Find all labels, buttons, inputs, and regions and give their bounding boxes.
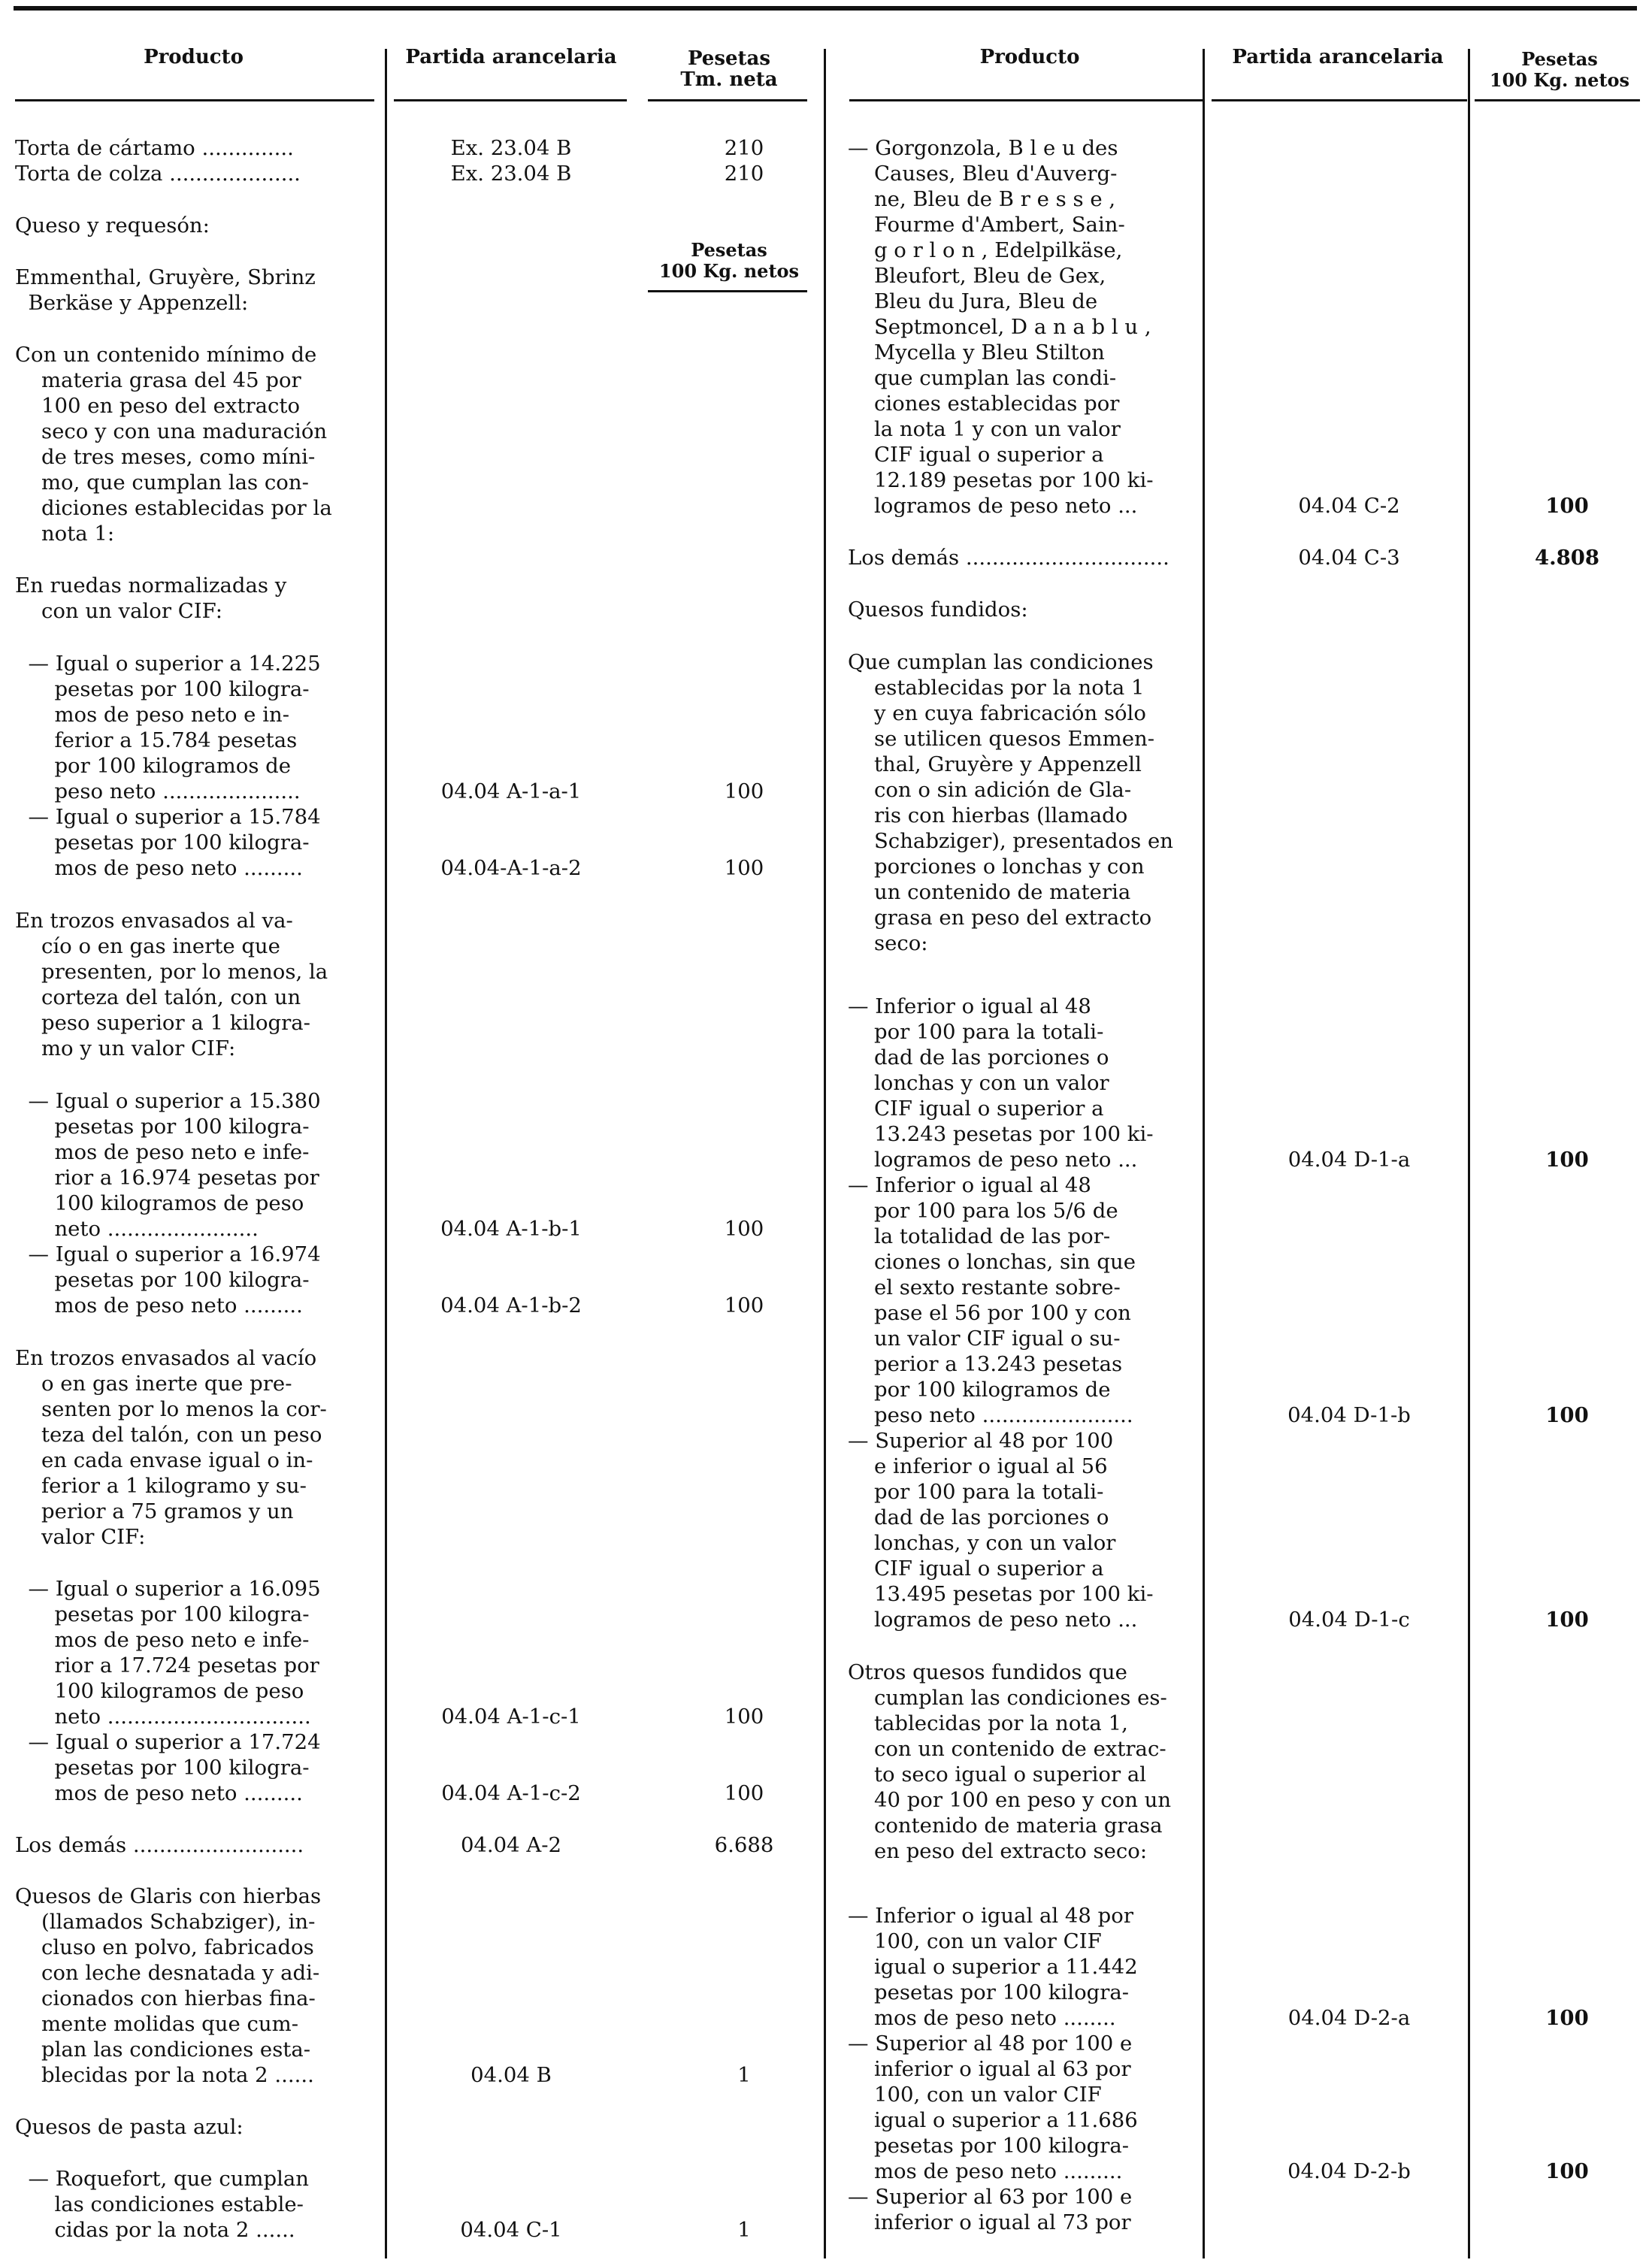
- product-line: 40 por 100 en peso y con un: [848, 1788, 1172, 1812]
- product-line: Con un contenido mínimo de: [15, 343, 317, 367]
- product-line: blecidas por la nota 2 ......: [15, 2063, 314, 2087]
- pesetas-value: 1: [737, 2218, 751, 2242]
- product-line: Fourme d'Ambert, Sain-: [848, 213, 1125, 237]
- product-line: Septmoncel, D a n a b l u ,: [848, 315, 1151, 339]
- header-unit-left: Tm. neta: [680, 68, 778, 91]
- product-line: 12.189 pesetas por 100 ki-: [848, 468, 1154, 492]
- product-line: — Inferior o igual al 48: [848, 1173, 1091, 1197]
- product-line: rior a 16.974 pesetas por: [15, 1166, 319, 1190]
- product-line: Schabziger), presentados en: [848, 829, 1174, 853]
- product-line: 100 en peso del extracto: [15, 394, 301, 418]
- product-line: inferior o igual al 73 por: [848, 2210, 1131, 2234]
- product-line: peso neto .....................: [15, 779, 301, 803]
- product-line: senten por lo menos la cor-: [15, 1397, 327, 1421]
- product-line: plan las condiciones esta-: [15, 2038, 311, 2062]
- partida-cell: 04.04 D-1-a: [1287, 1148, 1411, 1172]
- pesetas-value: 100: [724, 1781, 764, 1805]
- pesetas-value: 100: [724, 1217, 764, 1241]
- product-line: — Igual o superior a 14.225: [15, 652, 321, 676]
- header-rule: [15, 99, 374, 101]
- product-line: ne, Bleu de B r e s s e ,: [848, 187, 1116, 211]
- product-line: CIF igual o superior a: [848, 1097, 1104, 1121]
- product-line: seco:: [848, 931, 928, 955]
- product-line: Emmenthal, Gruyère, Sbrinz: [15, 265, 316, 289]
- product-line: pesetas por 100 kilogra-: [15, 1115, 310, 1139]
- pesetas-value: 100: [724, 1705, 764, 1729]
- product-line: igual o superior a 11.686: [848, 2108, 1138, 2132]
- partida-cell: 04.04 D-2-a: [1287, 2006, 1411, 2030]
- product-line: establecidas por la nota 1: [848, 676, 1145, 700]
- product-line: corteza del talón, con un: [15, 985, 301, 1009]
- product-line: — Gorgonzola, B l e u des: [848, 136, 1118, 160]
- product-line: con leche desnatada y adi-: [15, 1961, 320, 1985]
- product-line: en peso del extracto seco:: [848, 1839, 1148, 1863]
- product-line: 13.495 pesetas por 100 ki-: [848, 1582, 1154, 1606]
- product-line: pesetas por 100 kilogra-: [15, 830, 310, 855]
- product-line: presenten, por lo menos, la: [15, 960, 328, 984]
- product-line: Los demás ..........................: [15, 1833, 304, 1857]
- subheader-unit: 100 Kg. netos: [658, 260, 800, 282]
- product-line: tablecidas por la nota 1,: [848, 1711, 1128, 1735]
- product-line: logramos de peso neto ...: [848, 494, 1138, 518]
- product-line: — Superior al 63 por 100 e: [848, 2185, 1133, 2209]
- product-line: perior a 75 gramos y un: [15, 1499, 294, 1523]
- product-line: CIF igual o superior a: [848, 443, 1104, 467]
- product-line: las condiciones estable-: [15, 2192, 304, 2216]
- product-line: — Superior al 48 por 100 e: [848, 2032, 1133, 2056]
- partida-cell: 04.04 C-2: [1298, 494, 1400, 518]
- product-line: neto .......................: [15, 1217, 259, 1241]
- product-line: la nota 1 y con un valor: [848, 417, 1121, 441]
- column-divider: [1203, 49, 1205, 2258]
- partida-cell: 04.04 D-2-b: [1287, 2159, 1411, 2183]
- partida-cell: 04.04 A-1-b-1: [440, 1217, 582, 1241]
- product-line: mos de peso neto .........: [848, 2159, 1123, 2183]
- product-line: pesetas por 100 kilogra-: [848, 2134, 1130, 2158]
- product-line: thal, Gruyère y Appenzell: [848, 752, 1142, 776]
- header-rule: [1212, 99, 1467, 101]
- product-line: con un contenido de extrac-: [848, 1737, 1166, 1761]
- pesetas-value: 100: [1545, 1403, 1589, 1427]
- header-rule: [849, 99, 1203, 101]
- product-line: cidas por la nota 2 ......: [15, 2218, 295, 2242]
- product-line: — Roquefort, que cumplan: [15, 2167, 310, 2191]
- product-line: pesetas por 100 kilogra-: [15, 1756, 310, 1780]
- product-line: 100, con un valor CIF: [848, 2083, 1102, 2107]
- partida-cell: 04.04-A-1-a-2: [440, 856, 582, 880]
- partida-cell: Ex. 23.04 B: [450, 136, 572, 160]
- product-line: en cada envase igual o in-: [15, 1448, 313, 1472]
- product-line: neto ...............................: [15, 1705, 311, 1729]
- product-line: Mycella y Bleu Stilton: [848, 340, 1105, 365]
- product-line: Causes, Bleu d'Auverg-: [848, 162, 1118, 186]
- pesetas-value: 100: [1545, 1608, 1589, 1632]
- product-line: Otros quesos fundidos que: [848, 1660, 1127, 1684]
- product-line: por 100 para la totali-: [848, 1480, 1104, 1504]
- product-line: pesetas por 100 kilogra-: [15, 1268, 310, 1292]
- pesetas-value: 210: [724, 136, 764, 160]
- pesetas-value: 100: [724, 1293, 764, 1318]
- product-line: Quesos de Glaris con hierbas: [15, 1884, 322, 1908]
- partida-cell: 04.04 A-1-b-2: [440, 1293, 582, 1318]
- product-line: inferior o igual al 63 por: [848, 2057, 1131, 2081]
- product-line: Bleu du Jura, Bleu de: [848, 289, 1098, 313]
- header-partida-left: Partida arancelaria: [405, 46, 617, 68]
- product-line: valor CIF:: [15, 1525, 146, 1549]
- product-line: Quesos de pasta azul:: [15, 2115, 244, 2139]
- partida-cell: 04.04 D-1-c: [1288, 1608, 1410, 1632]
- product-line: mos de peso neto .........: [15, 1781, 303, 1805]
- product-line: Torta de cártamo ..............: [15, 136, 294, 160]
- product-line: mos de peso neto .........: [15, 1293, 303, 1318]
- product-line: por 100 kilogramos de: [15, 754, 292, 778]
- product-line: 13.243 pesetas por 100 ki-: [848, 1122, 1154, 1146]
- product-line: pesetas por 100 kilogra-: [848, 1980, 1130, 2004]
- product-line: diciones establecidas por la: [15, 496, 332, 520]
- pesetas-value: 100: [1545, 494, 1589, 518]
- pesetas-value: 100: [1545, 2006, 1589, 2030]
- pesetas-value: 4.808: [1534, 546, 1600, 570]
- product-line: (llamados Schabziger), in-: [15, 1910, 316, 1934]
- product-line: cumplan las condiciones es-: [848, 1686, 1167, 1710]
- partida-cell: 04.04 B: [470, 2063, 552, 2087]
- partida-cell: 04.04 A-1-c-2: [441, 1781, 581, 1805]
- product-line: que cumplan las condi-: [848, 366, 1117, 390]
- partida-cell: 04.04 A-1-c-1: [441, 1705, 581, 1729]
- product-line: cío o en gas inerte que: [15, 934, 280, 958]
- product-line: mos de peso neto .........: [15, 856, 303, 880]
- column-divider: [1468, 49, 1470, 2258]
- column-divider: [824, 49, 826, 2258]
- product-line: cluso en polvo, fabricados: [15, 1935, 314, 1959]
- product-line: igual o superior a 11.442: [848, 1955, 1138, 1979]
- product-line: logramos de peso neto ...: [848, 1608, 1138, 1632]
- product-line: ciones o lonchas, sin que: [848, 1250, 1136, 1274]
- product-line: mo y un valor CIF:: [15, 1036, 236, 1060]
- product-line: porciones o lonchas y con: [848, 855, 1145, 879]
- product-line: y en cuya fabricación sólo: [848, 701, 1146, 725]
- product-line: por 100 kilogramos de: [848, 1378, 1111, 1402]
- product-line: 100, con un valor CIF: [848, 1929, 1102, 1953]
- product-line: mos de peso neto e infe-: [15, 1628, 310, 1652]
- product-line: lonchas y con un valor: [848, 1071, 1109, 1095]
- pesetas-value: 1: [737, 2063, 751, 2087]
- product-line: mente molidas que cum-: [15, 2012, 298, 2036]
- product-line: e inferior o igual al 56: [848, 1454, 1108, 1478]
- pesetas-value: 100: [724, 779, 764, 803]
- pesetas-value: 100: [724, 856, 764, 880]
- product-line: se utilicen quesos Emmen-: [848, 727, 1154, 751]
- product-line: mos de peso neto e infe-: [15, 1140, 310, 1164]
- product-line: de tres meses, como míni-: [15, 445, 316, 469]
- partida-cell: 04.04 C-3: [1298, 546, 1400, 570]
- partida-cell: 04.04 A-2: [460, 1833, 562, 1857]
- product-line: con o sin adición de Gla-: [848, 778, 1132, 802]
- product-line: En ruedas normalizadas y: [15, 573, 287, 598]
- product-line: lonchas, y con un valor: [848, 1531, 1116, 1555]
- product-line: por 100 para los 5/6 de: [848, 1199, 1118, 1223]
- product-line: el sexto restante sobre-: [848, 1275, 1121, 1299]
- partida-cell: 04.04 A-1-a-1: [440, 779, 582, 803]
- product-line: mos de peso neto ........: [848, 2006, 1116, 2030]
- product-line: Queso y requesón:: [15, 213, 210, 237]
- header-rule: [648, 99, 807, 101]
- product-line: perior a 13.243 pesetas: [848, 1352, 1123, 1376]
- product-line: logramos de peso neto ...: [848, 1148, 1138, 1172]
- product-line: con un valor CIF:: [15, 599, 222, 623]
- pesetas-value: 100: [1545, 1148, 1589, 1172]
- product-line: la totalidad de las por-: [848, 1224, 1111, 1248]
- product-line: ciones establecidas por: [848, 392, 1120, 416]
- product-line: peso superior a 1 kilogra-: [15, 1011, 310, 1035]
- product-line: o en gas inerte que pre-: [15, 1372, 292, 1396]
- product-line: pesetas por 100 kilogra-: [15, 1602, 310, 1626]
- product-line: mos de peso neto e in-: [15, 703, 289, 727]
- header-pesetas-right: Pesetas: [1521, 48, 1598, 70]
- product-line: to seco igual o superior al: [848, 1762, 1147, 1786]
- header-unit-right: 100 Kg. netos: [1489, 69, 1630, 91]
- partida-cell: Ex. 23.04 B: [450, 162, 572, 186]
- product-line: dad de las porciones o: [848, 1505, 1109, 1529]
- product-line: un contenido de materia: [848, 880, 1131, 904]
- product-line: — Superior al 48 por 100: [848, 1429, 1114, 1453]
- subheader-rule: [648, 290, 807, 292]
- product-line: — Igual o superior a 17.724: [15, 1730, 321, 1754]
- product-line: ris con hierbas (llamado: [848, 803, 1128, 827]
- product-line: un valor CIF igual o su-: [848, 1327, 1121, 1351]
- partida-cell: 04.04 C-1: [460, 2218, 562, 2242]
- product-line: mo, que cumplan las con-: [15, 470, 309, 495]
- product-line: seco y con una maduración: [15, 419, 328, 443]
- column-divider: [385, 49, 387, 2258]
- product-line: 100 kilogramos de peso: [15, 1679, 304, 1703]
- product-line: En trozos envasados al vacío: [15, 1346, 317, 1370]
- product-line: CIF igual o superior a: [848, 1557, 1104, 1581]
- product-line: g o r l o n , Edelpilkäse,: [848, 238, 1123, 262]
- product-line: rior a 17.724 pesetas por: [15, 1653, 319, 1678]
- product-line: 100 kilogramos de peso: [15, 1191, 304, 1215]
- product-line: Berkäse y Appenzell:: [15, 291, 249, 315]
- product-line: — Igual o superior a 16.974: [15, 1242, 321, 1266]
- pesetas-value: 100: [1545, 2159, 1589, 2183]
- product-line: contenido de materia grasa: [848, 1814, 1163, 1838]
- product-line: materia grasa del 45 por: [15, 368, 301, 392]
- product-line: — Inferior o igual al 48 por: [848, 1904, 1133, 1928]
- header-partida-right: Partida arancelaria: [1232, 46, 1444, 68]
- product-line: — Igual o superior a 16.095: [15, 1577, 321, 1601]
- product-line: por 100 para la totali-: [848, 1020, 1104, 1044]
- product-line: ferior a 15.784 pesetas: [15, 728, 298, 752]
- product-line: dad de las porciones o: [848, 1045, 1109, 1069]
- product-line: — Igual o superior a 15.380: [15, 1089, 321, 1113]
- product-line: teza del talón, con un peso: [15, 1423, 322, 1447]
- header-producto-left: Producto: [144, 46, 244, 68]
- subheader-pesetas: Pesetas: [691, 239, 767, 261]
- product-line: Quesos fundidos:: [848, 598, 1028, 622]
- top-rule: [14, 6, 1637, 11]
- product-line: ferior a 1 kilogramo y su-: [15, 1474, 307, 1498]
- product-line: pesetas por 100 kilogra-: [15, 677, 310, 701]
- product-line: nota 1:: [15, 522, 115, 546]
- product-line: Que cumplan las condiciones: [848, 650, 1154, 674]
- header-rule: [394, 99, 627, 101]
- header-pesetas-left: Pesetas: [687, 47, 771, 70]
- partida-cell: 04.04 D-1-b: [1287, 1403, 1411, 1427]
- product-line: Torta de colza ....................: [15, 162, 301, 186]
- product-line: Bleufort, Bleu de Gex,: [848, 264, 1106, 288]
- product-line: — Igual o superior a 15.784: [15, 805, 321, 829]
- product-line: peso neto .......................: [848, 1403, 1133, 1427]
- pesetas-value: 6.688: [714, 1833, 774, 1857]
- product-line: En trozos envasados al va-: [15, 909, 293, 933]
- header-rule: [1475, 99, 1640, 101]
- pesetas-value: 210: [724, 162, 764, 186]
- header-producto-right: Producto: [979, 46, 1080, 68]
- product-line: — Inferior o igual al 48: [848, 994, 1091, 1018]
- product-line: cionados con hierbas fina-: [15, 1986, 316, 2010]
- product-line: grasa en peso del extracto: [848, 906, 1152, 930]
- product-line: pase el 56 por 100 y con: [848, 1301, 1131, 1325]
- product-line: Los demás ...............................: [848, 546, 1169, 570]
